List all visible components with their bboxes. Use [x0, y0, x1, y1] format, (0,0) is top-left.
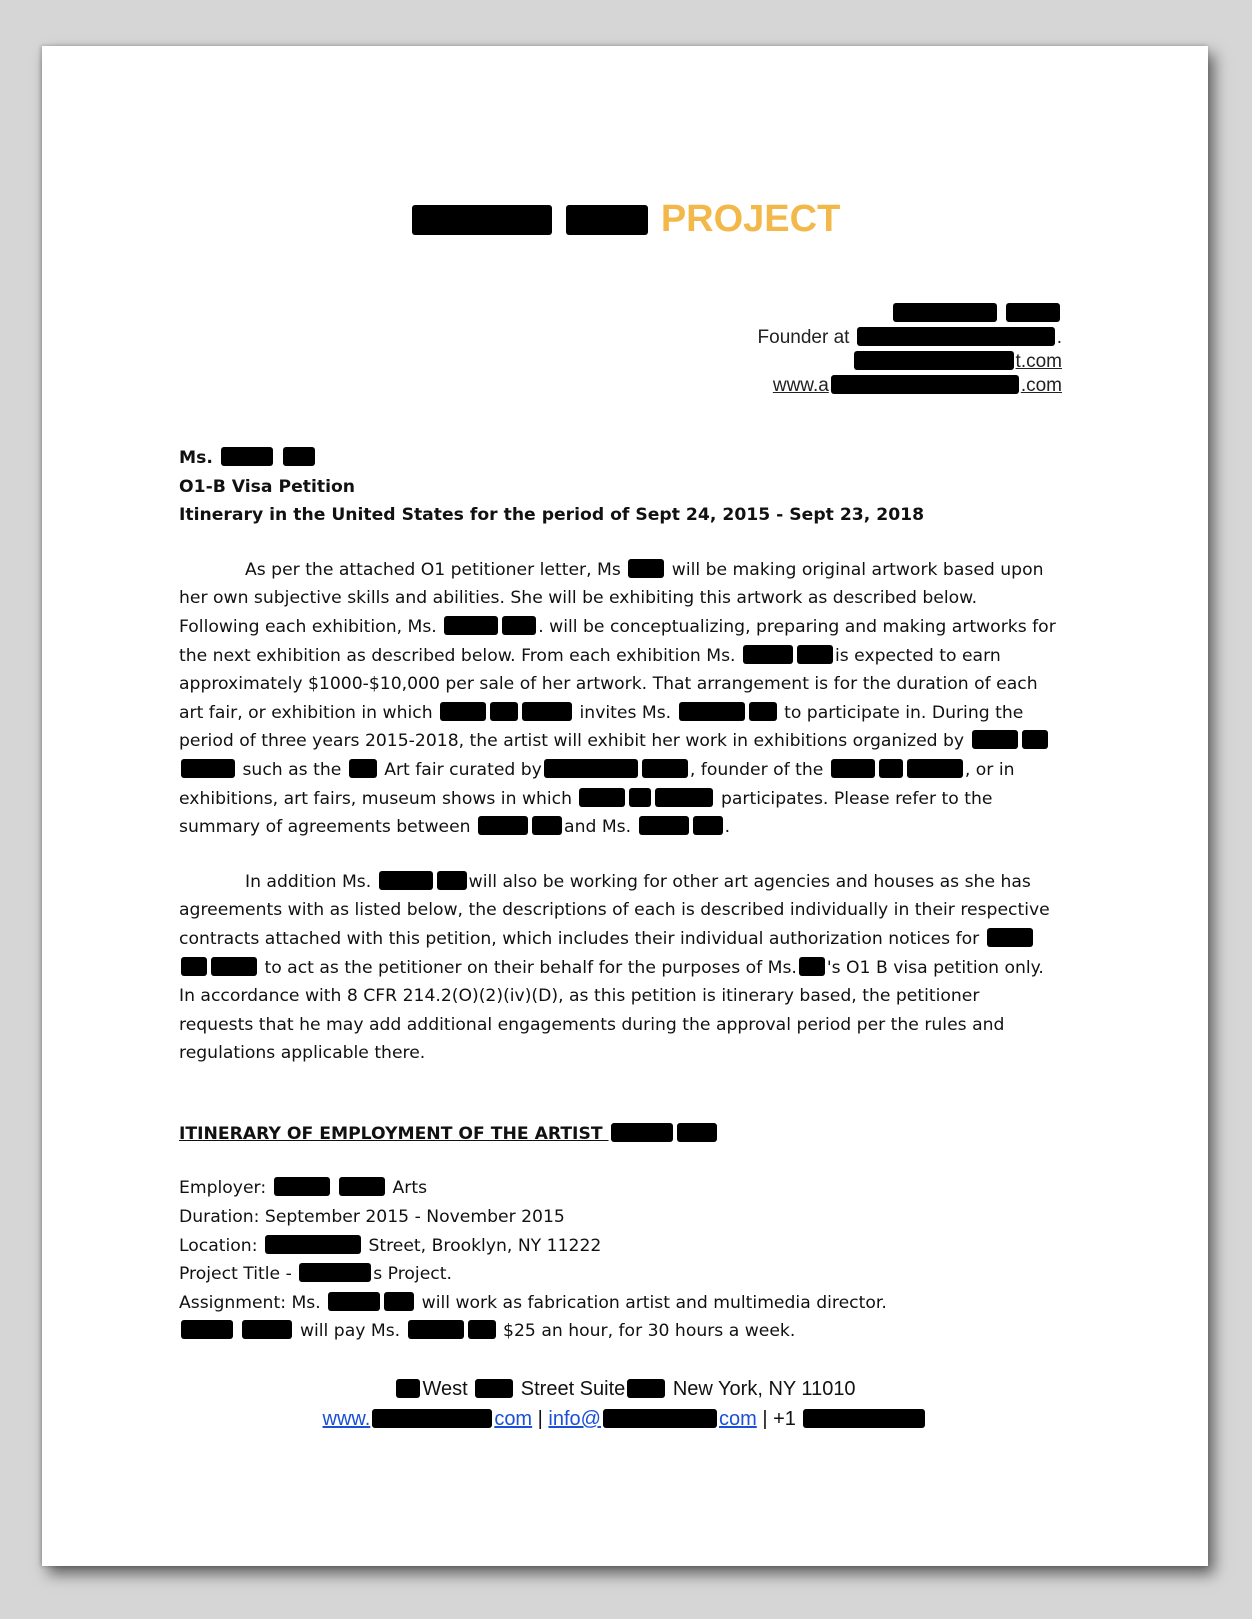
redaction — [299, 1263, 371, 1282]
sender-name — [758, 302, 1062, 326]
subject-line: O1-B Visa Petition — [179, 476, 356, 497]
itinerary-location: Location: Street, Brooklyn, NY 11222 — [179, 1235, 602, 1256]
redaction — [339, 1177, 385, 1196]
redaction — [181, 957, 207, 976]
redaction — [532, 816, 562, 835]
logo-text: PROJECT — [660, 198, 841, 240]
paragraph-2: In addition Ms. will also be working for other art agencies and houses as she has agreements with as listed below, the descriptions of each is described individually in their respective contracts attached with this petition, which includes their individual authorization notices for to act as the petitioner on their behalf for the purposes of Ms. 's O1 B visa petition only. In accordance with 8 CFR 214.2(O)(2)(iv)(D), as this petition is itinerary based, the petitioner requests that he may add additional engagements during the approval period per the rules and regulations applicable there. — [179, 871, 1050, 1064]
sender-founder-line: Founder at . — [757, 327, 1062, 348]
redaction — [221, 447, 273, 466]
redaction — [857, 327, 1055, 346]
redaction — [579, 788, 625, 807]
redaction — [408, 1320, 464, 1339]
redaction — [412, 205, 552, 235]
redaction — [181, 759, 235, 778]
itinerary-project: Project Title - s Project. — [179, 1264, 452, 1285]
redaction — [1006, 303, 1060, 322]
redaction — [642, 759, 688, 778]
redaction — [743, 645, 793, 664]
redaction — [893, 303, 997, 322]
letterhead-logo — [42, 198, 1208, 241]
redaction — [274, 1177, 330, 1196]
redaction — [854, 351, 1014, 370]
redaction — [797, 645, 833, 664]
redaction — [265, 1235, 361, 1254]
redaction — [211, 957, 257, 976]
redaction — [679, 702, 745, 721]
letter-body — [179, 444, 1059, 1346]
redaction — [611, 1123, 673, 1142]
redaction — [349, 759, 377, 778]
redaction — [639, 816, 689, 835]
document-page — [42, 46, 1208, 1566]
redaction — [437, 871, 467, 890]
paragraph-1: As per the attached O1 petitioner letter, Ms will be making original artwork based upon her own subjective skills and abilities. She will be exhibiting this artwork as described below. Following each exhibition, Ms. . will be conceptualizing, preparing and making artworks for the next exhibition as described below. From each exhibition Ms. is expected to earn approximately $1000-$10,000 per sale of her artwork. That arrangement is for the duration of each art fair, or exhibition in which invites Ms. to participate in. During the period of three years 2015-2018, the artist will exhibit her work in exhibitions organized by such as the Art fair curated by , founder of the , or in exhibitions, art fairs, museum shows in which participates. Please refer to the summary of agreements between and Ms. . — [179, 559, 1056, 838]
redaction — [749, 702, 777, 721]
itinerary-duration: Duration: September 2015 - November 2015 — [179, 1207, 565, 1228]
redaction — [283, 447, 315, 466]
redaction — [242, 1320, 292, 1339]
redaction — [803, 1409, 925, 1428]
salutation: Ms. — [179, 444, 1059, 473]
redaction — [468, 1320, 496, 1339]
redaction — [629, 788, 651, 807]
itinerary-period-line: Itinerary in the United States for the period of Sept 24, 2015 - Sept 23, 2018 — [179, 505, 925, 526]
footer-website-link[interactable]: www. com — [322, 1408, 533, 1430]
redaction — [799, 957, 825, 976]
redaction — [603, 1409, 717, 1428]
redaction — [440, 702, 486, 721]
letterhead-footer — [42, 1374, 1208, 1434]
redaction — [831, 759, 875, 778]
redaction — [444, 616, 498, 635]
itinerary-details — [179, 1174, 1059, 1346]
sender-website[interactable]: www.a .com — [772, 375, 1062, 396]
section-title: ITINERARY OF EMPLOYMENT OF THE ARTIST — [179, 1120, 1059, 1149]
redaction — [396, 1379, 420, 1398]
redaction — [627, 1379, 665, 1398]
redaction — [566, 205, 648, 235]
redaction — [384, 1292, 414, 1311]
redaction — [544, 759, 638, 778]
footer-address: West Street Suite New York, NY 11010 — [42, 1374, 1208, 1404]
redaction — [181, 1320, 233, 1339]
redaction — [677, 1123, 717, 1142]
redaction — [987, 928, 1033, 947]
redaction — [628, 559, 664, 578]
redaction — [831, 375, 1019, 394]
redaction — [372, 1409, 492, 1428]
redaction — [478, 816, 528, 835]
redaction — [1022, 730, 1048, 749]
redaction — [879, 759, 903, 778]
footer-contacts: www. com | info@ com | +1 — [42, 1404, 1208, 1434]
sender-email[interactable]: t.com — [758, 350, 1062, 374]
footer-email-link[interactable]: info@ com — [548, 1408, 757, 1430]
redaction — [693, 816, 723, 835]
itinerary-employer: Employer: Arts — [179, 1178, 428, 1199]
redaction — [475, 1379, 513, 1398]
sender-block — [758, 302, 1062, 398]
redaction — [522, 702, 572, 721]
redaction — [655, 788, 713, 807]
redaction — [379, 871, 433, 890]
redaction — [490, 702, 518, 721]
redaction — [972, 730, 1018, 749]
redaction — [907, 759, 963, 778]
itinerary-assignment: Assignment: Ms. will work as fabrication artist and multimedia director. — [179, 1292, 887, 1313]
redaction — [328, 1292, 380, 1311]
footer-phone: +1 — [773, 1408, 796, 1430]
redaction — [502, 616, 536, 635]
itinerary-pay: will pay Ms. $25 an hour, for 30 hours a week. — [179, 1317, 1059, 1346]
